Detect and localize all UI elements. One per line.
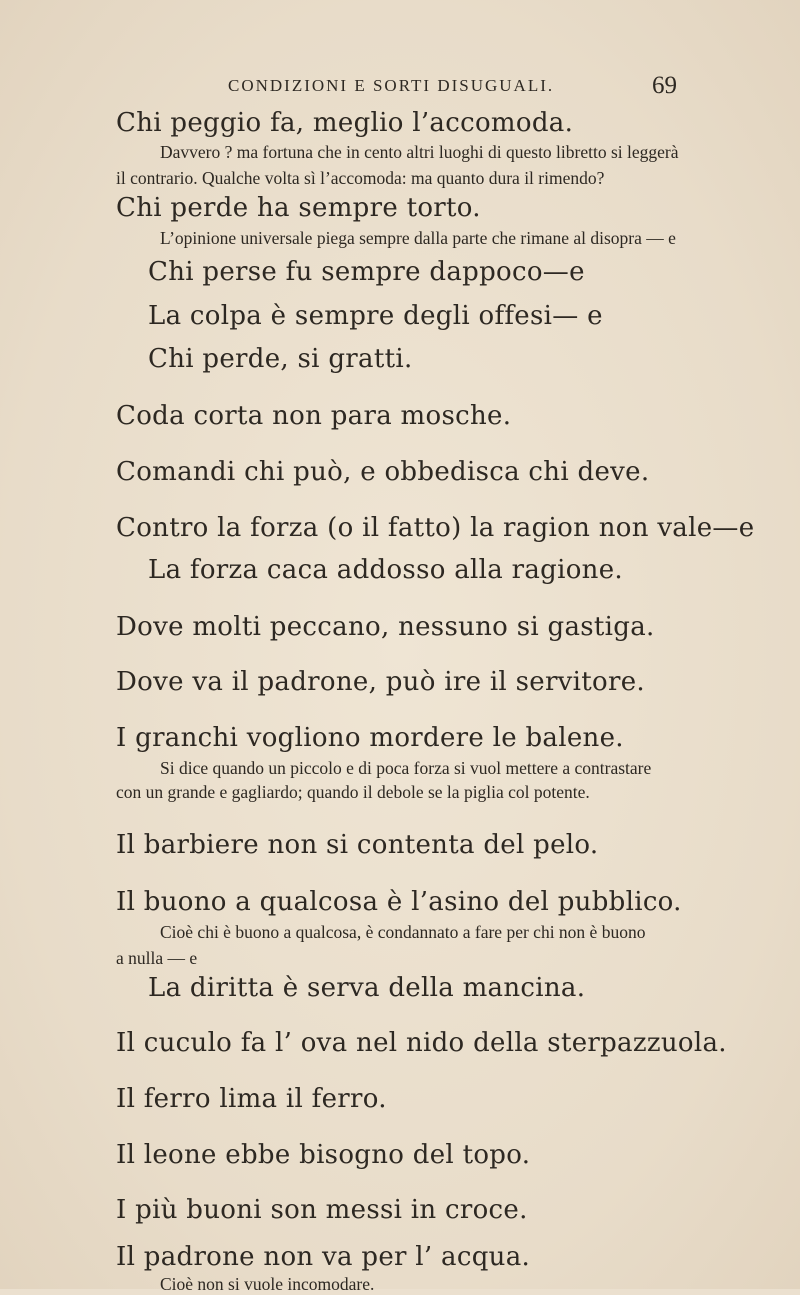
commentary-line: Cioè non si vuole incomodare. bbox=[160, 1274, 375, 1294]
proverb: Il ferro lima il ferro. bbox=[116, 1084, 387, 1114]
commentary-line: Davvero ? ma fortuna che in cento altri luoghi di questo libretto si leggerà bbox=[160, 142, 679, 162]
proverb: Contro la forza (o il fatto) la ragion non vale—e bbox=[116, 513, 755, 543]
proverb-variant: La diritta è serva della mancina. bbox=[148, 973, 586, 1003]
proverb: Comandi chi può, e obbedisca chi deve. bbox=[116, 457, 650, 487]
page-number: 69 bbox=[652, 72, 677, 99]
proverb: Il buono a qualcosa è l’asino del pubblico. bbox=[116, 887, 682, 917]
proverb: Chi perde ha sempre torto. bbox=[116, 193, 481, 223]
proverb: I più buoni son messi in croce. bbox=[116, 1195, 528, 1225]
commentary-line: Si dice quando un piccolo e di poca forza si vuol mettere a contrastare bbox=[160, 758, 652, 778]
proverb-variant: La forza caca addosso alla ragione. bbox=[148, 555, 623, 585]
proverb: Dove molti peccano, nessuno si gastiga. bbox=[116, 612, 655, 642]
proverb: Coda corta non para mosche. bbox=[116, 401, 512, 431]
proverb-variant: Chi perse fu sempre dappoco—e bbox=[148, 257, 585, 287]
running-title: CONDIZIONI E SORTI DISUGUALI. bbox=[228, 76, 555, 95]
proverb: Dove va il padrone, può ire il servitore. bbox=[116, 667, 645, 697]
proverb: Il barbiere non si contenta del pelo. bbox=[116, 830, 599, 860]
proverb-variant: La colpa è sempre degli offesi— e bbox=[148, 301, 603, 331]
commentary-line: il contrario. Qualche volta sì l’accomoda: ma quanto dura il rimendo? bbox=[116, 168, 605, 188]
commentary-line: L’opinione universale piega sempre dalla parte che rimane al disopra — e bbox=[160, 228, 676, 248]
commentary-line: Cioè chi è buono a qualcosa, è condannato a fare per chi non è buono bbox=[160, 922, 646, 942]
proverb-variant: Chi perde, si gratti. bbox=[148, 344, 413, 374]
running-header bbox=[0, 74, 800, 104]
commentary-line: a nulla — e bbox=[116, 948, 198, 968]
proverb: Chi peggio fa, meglio l’accomoda. bbox=[116, 108, 574, 138]
proverb: Il leone ebbe bisogno del topo. bbox=[116, 1140, 531, 1170]
proverb: Il cuculo fa l’ ova nel nido della sterpazzuola. bbox=[116, 1028, 727, 1058]
commentary-line: con un grande e gagliardo; quando il debole se la piglia col potente. bbox=[116, 782, 590, 802]
proverb: I granchi vogliono mordere le balene. bbox=[116, 723, 624, 753]
proverb: Il padrone non va per l’ acqua. bbox=[116, 1242, 531, 1272]
